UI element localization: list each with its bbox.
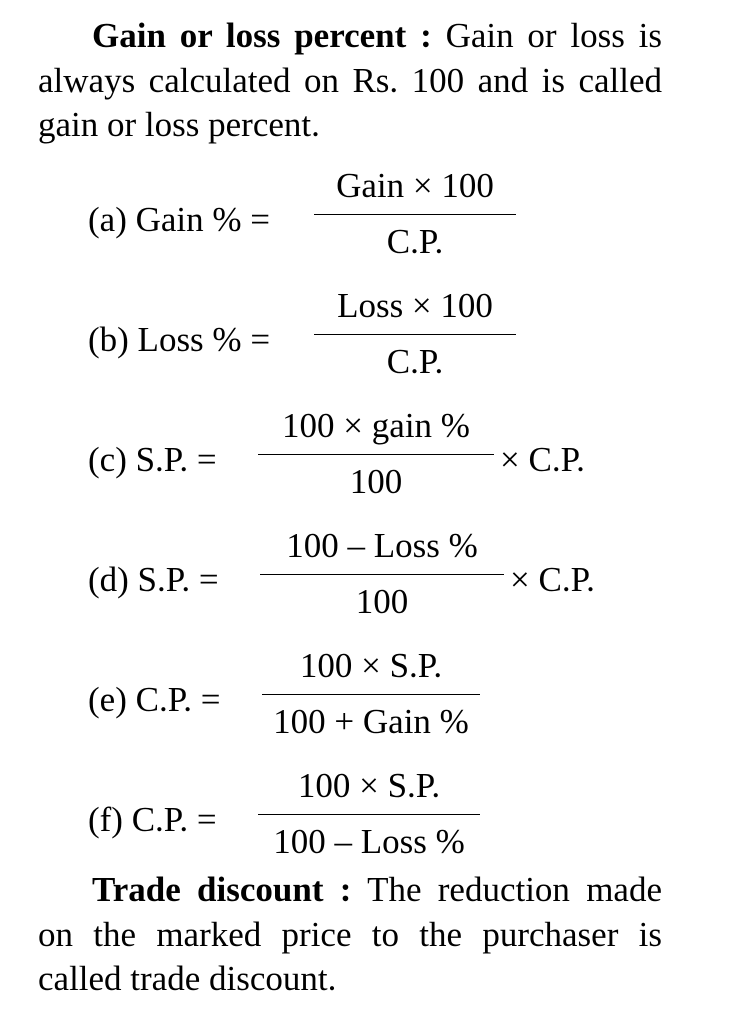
formula-numerator: 100 × gain % [282, 406, 470, 445]
formula-loss-percent [0, 286, 741, 396]
formula-denominator: 100 [355, 582, 409, 621]
fraction-bar [262, 694, 480, 695]
trade-discount-paragraph [38, 868, 662, 1002]
trade-discount-text: The reduction made on the marked price to the purchaser is called trade discount. [38, 870, 662, 998]
formula-selling-price-loss [0, 526, 741, 636]
formula-cost-price-gain [0, 646, 741, 756]
formula-numerator: 100 × S.P. [299, 646, 443, 685]
formula-denominator: C.P. [386, 222, 444, 261]
formula-denominator: C.P. [386, 342, 444, 381]
formula-label: (f) C.P. = [88, 800, 217, 839]
formula-gain-percent [0, 166, 741, 276]
formula-numerator: 100 × S.P. [297, 766, 441, 805]
formula-selling-price-gain [0, 406, 741, 516]
formula-numerator: Gain × 100 [336, 166, 494, 205]
gain-loss-percent-term: Gain or loss percent : [92, 16, 432, 55]
fraction-bar [258, 454, 494, 455]
trade-discount-term: Trade discount : [92, 870, 352, 909]
formula-suffix: × C.P. [500, 440, 585, 479]
formula-label: (e) C.P. = [88, 680, 221, 719]
formula-denominator: 100 – Loss % [273, 822, 465, 861]
formula-label: (b) Loss % = [88, 320, 271, 359]
formula-label: (a) Gain % = [88, 200, 271, 239]
gain-loss-percent-paragraph [38, 14, 662, 148]
formula-label: (c) S.P. = [88, 440, 217, 479]
formula-denominator: 100 + Gain % [273, 702, 469, 741]
formula-cost-price-loss [0, 766, 741, 876]
fraction-bar [314, 334, 516, 335]
formula-numerator: 100 – Loss % [286, 526, 478, 565]
fraction-bar [260, 574, 504, 575]
formula-label: (d) S.P. = [88, 560, 219, 599]
formula-numerator: Loss × 100 [337, 286, 493, 325]
fraction-bar [258, 814, 480, 815]
formula-denominator: 100 [349, 462, 403, 501]
gain-loss-percent-text: Gain or loss is always calculated on Rs. 100 and is called gain or loss percent. [38, 16, 662, 144]
fraction-bar [314, 214, 516, 215]
formula-suffix: × C.P. [510, 560, 595, 599]
